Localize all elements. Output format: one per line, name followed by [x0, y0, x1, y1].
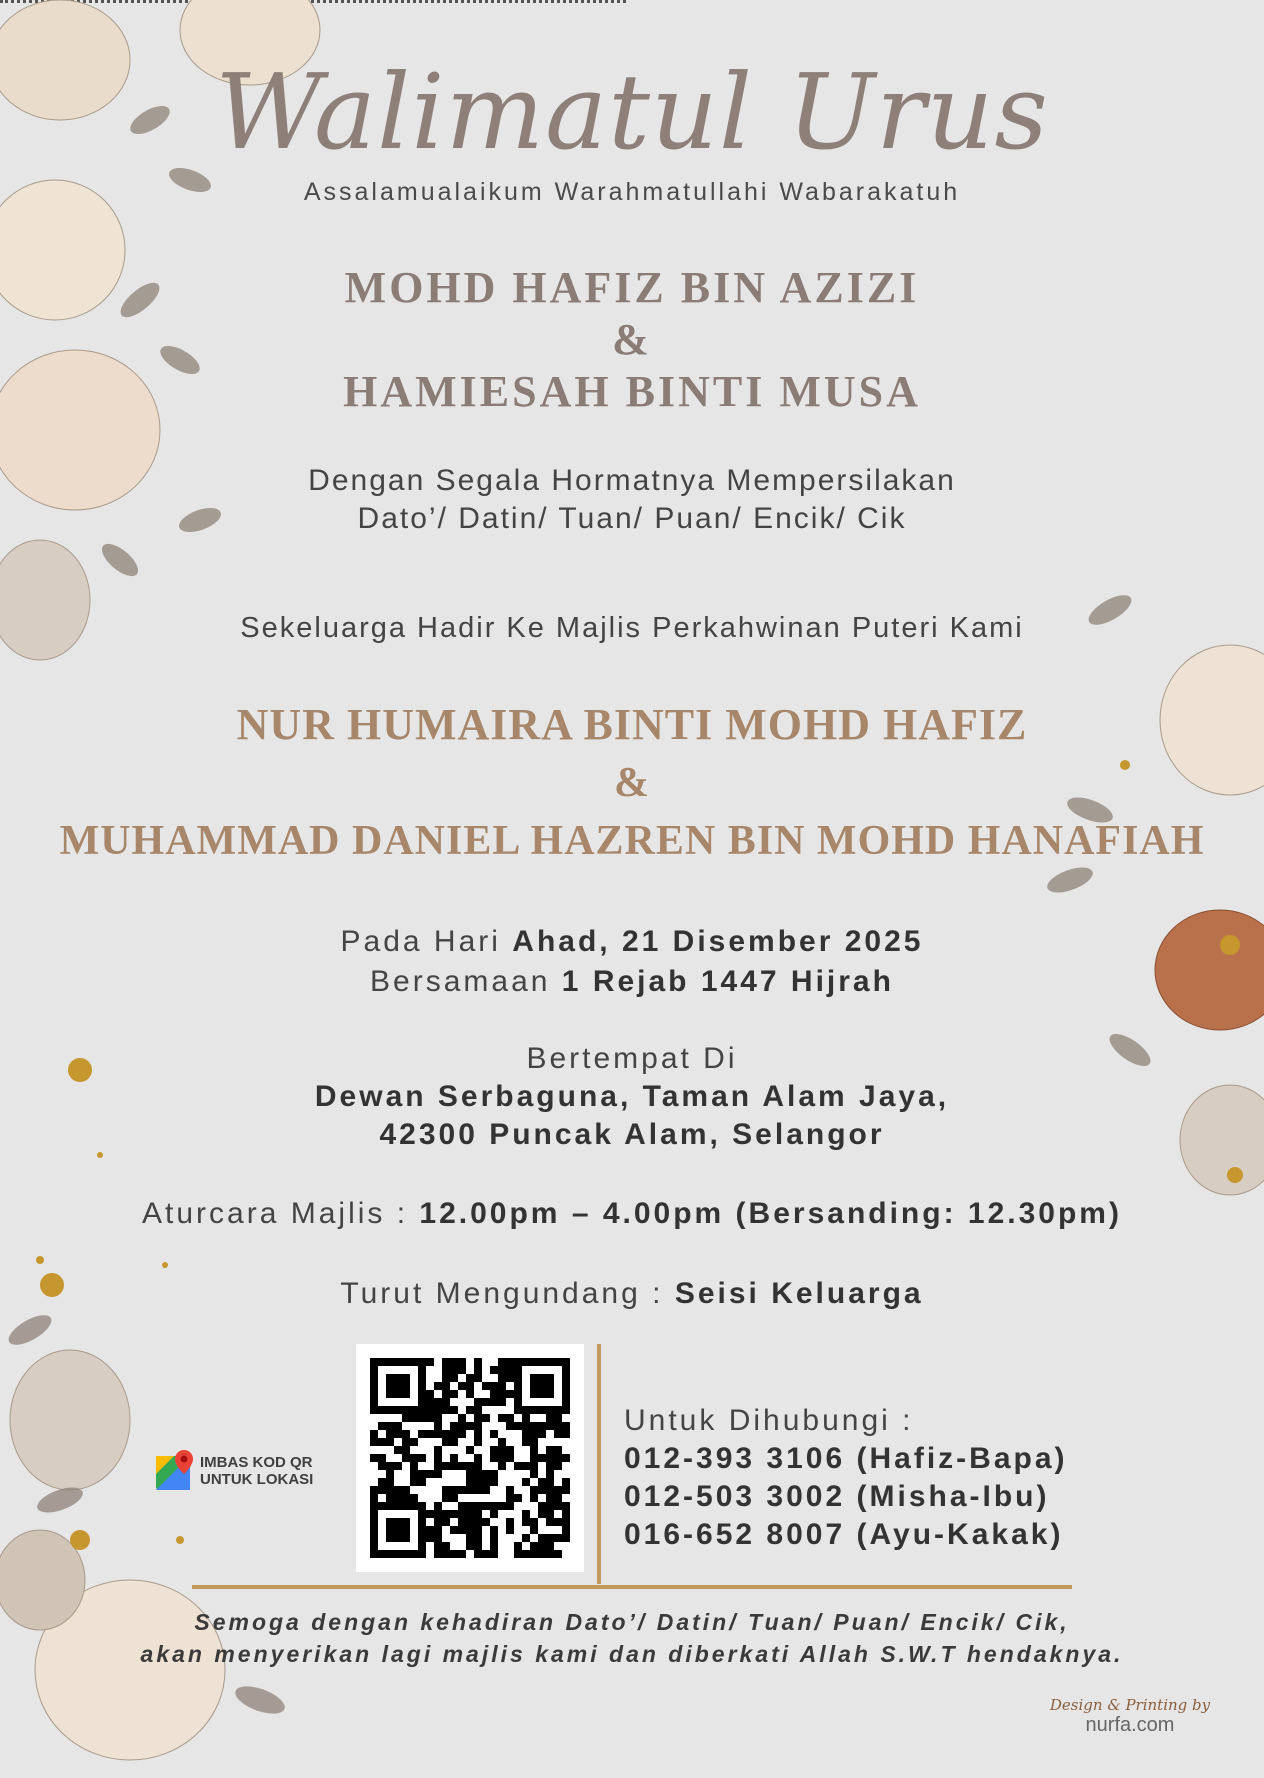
couple-ampersand: & — [614, 760, 650, 806]
contact-label: Untuk Dihubungi : — [624, 1404, 914, 1437]
father-name: MOHD HAFIZ BIN AZIZI — [344, 263, 920, 312]
script-title: Walimatul Urus — [215, 51, 1049, 173]
invitation-text — [0, 462, 1264, 538]
venue-line-2: 42300 Puncak Alam, Selangor — [379, 1118, 885, 1151]
invitation-line-3: Sekeluarga Hadir Ke Majlis Perkahwinan Puteri Kami — [240, 612, 1024, 644]
date-value: Ahad, 21 Disember 2025 — [512, 925, 924, 958]
couple-names — [0, 696, 1264, 870]
google-maps-icon — [154, 1448, 198, 1492]
event-venue — [0, 1040, 1264, 1154]
invited-by — [0, 1277, 1264, 1311]
venue-label: Bertempat Di — [526, 1042, 738, 1075]
schedule-label: Aturcara Majlis : — [142, 1197, 420, 1230]
mother-name: HAMIESAH BINTI MUSA — [343, 367, 921, 416]
invitation-line-2: Dato’/ Datin/ Tuan/ Puan/ Encik/ Cik — [357, 502, 907, 535]
hijri-value: 1 Rejab 1447 Hijrah — [561, 965, 894, 998]
closing-message — [0, 1606, 1264, 1670]
hijri-prefix: Bersamaan — [370, 965, 562, 998]
contact-number: 016-652 8007 (Ayu-Kakak) — [624, 1518, 1064, 1551]
invitation-line-1: Dengan Segala Hormatnya Mempersilakan — [308, 464, 956, 497]
invited-by-label: Turut Mengundang : — [340, 1277, 675, 1310]
invited-by-value: Seisi Keluarga — [674, 1277, 924, 1310]
parents-ampersand: & — [612, 315, 652, 364]
event-schedule — [0, 1197, 1264, 1231]
horizontal-divider — [192, 1585, 1072, 1589]
closing-line-2: akan menyerikan lagi majlis kami dan diberkati Allah S.W.T hendaknya. — [140, 1641, 1124, 1667]
date-prefix: Pada Hari — [340, 925, 513, 958]
venue-line-1: Dewan Serbaguna, Taman Alam Jaya, — [314, 1080, 950, 1113]
event-date — [0, 922, 1264, 1002]
designer-credit: Design & Printing by — [1049, 1696, 1211, 1714]
vertical-divider — [597, 1344, 601, 1584]
contact-number: 012-503 3002 (Misha-Ibu) — [624, 1480, 1050, 1513]
designer-website: nurfa.com — [1085, 1714, 1175, 1736]
scan-qr-label: IMBAS KOD QR UNTUK LOKASI — [200, 1454, 314, 1488]
contact-info — [624, 1402, 1068, 1554]
location-qr-code[interactable] — [356, 1344, 584, 1572]
closing-line-1: Semoga dengan kehadiran Dato’/ Datin/ Tuan/ Puan/ Encik/ Cik, — [194, 1609, 1070, 1635]
bride-name: NUR HUMAIRA BINTI MOHD HAFIZ — [236, 700, 1028, 749]
schedule-value: 12.00pm – 4.00pm (Bersanding: 12.30pm) — [419, 1197, 1122, 1230]
groom-name: MUHAMMAD DANIEL HAZREN BIN MOHD HANAFIAH — [59, 818, 1205, 864]
greeting-text: Assalamualaikum Warahmatullahi Wabarakatuh — [303, 178, 961, 206]
parents-names — [0, 262, 1264, 418]
floral-bottom-left-decoration — [0, 1300, 340, 1778]
contact-number: 012-393 3106 (Hafiz-Bapa) — [624, 1442, 1068, 1475]
